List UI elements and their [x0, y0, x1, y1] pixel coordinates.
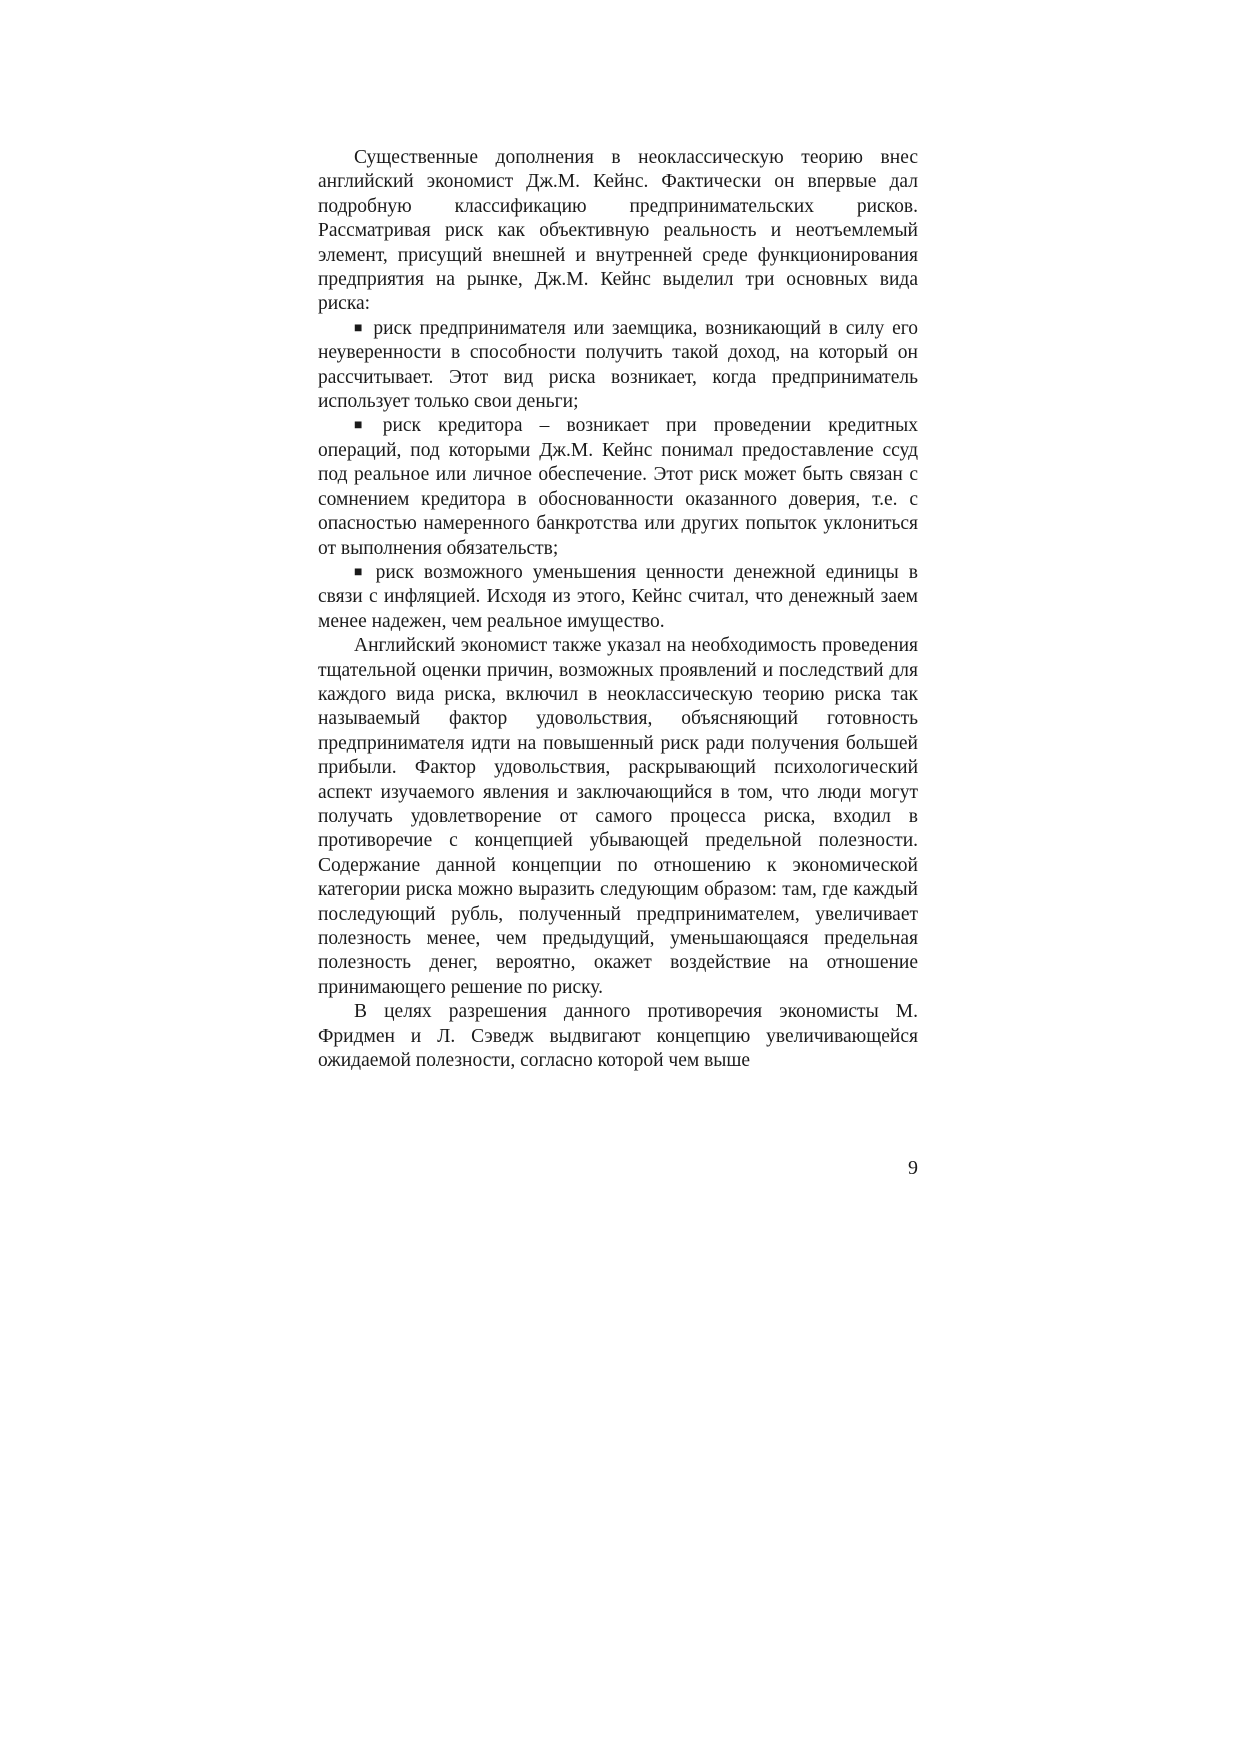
bullet-text: риск кредитора – возникает при проведении кредитных операций, под которыми Дж.М. Кейнс понимал предоставление ссуд под реальное или личное обеспечение. Этот риск может быть связан с сомнением кредитора в обоснованности оказанного доверия, т.е. с опасностью намеренного банкротства или других попыток уклониться от выполнения обязательств;: [318, 415, 918, 559]
square-bullet-icon: ■: [354, 320, 366, 336]
square-bullet-icon: ■: [354, 418, 375, 434]
bullet-text: риск возможного уменьшения ценности денежной единицы в связи с инфляцией. Исходя из этого, Кейнс считал, что денежный заем менее надежен, чем реальное имущество.: [318, 561, 918, 632]
square-bullet-icon: ■: [354, 564, 368, 580]
paragraph-intro: Существенные дополнения в неоклассическую теорию внес английский экономист Дж.М. Кейнс. Фактически он впервые дал подробную классификацию предпринимательских рисков. Рассматривая риск как объективную реальность и неотъемлемый элемент, присущий внешней и внутренней среде функционирования предприятия на рынке, Дж.М. Кейнс выделил три основных вида риска:: [318, 147, 918, 315]
paragraph-friedman-savage: В целях разрешения данного противоречия экономисты М. Фридмен и Л. Сэведж выдвигают концепцию увеличивающейся ожидаемой полезности, согласно которой чем выше: [318, 1001, 918, 1072]
bullet-text: риск предпринимателя или заемщика, возникающий в силу его неуверенности в способности получить такой доход, на который он рассчитывает. Этот вид риска возникает, когда предприниматель использует только свои деньги;: [318, 317, 918, 413]
paragraph-pleasure-factor: Английский экономист также указал на необходимость проведения тщательной оценки причин, возможных проявлений и последствий для каждого вида риска, включил в неоклассическую теорию риска так называемый фактор удовольствия, объясняющий готовность предпринимателя идти на повышенный риск ради получения большей прибыли. Фактор удовольствия, раскрывающий психологический аспект изучаемого явления и заключающийся в том, что люди могут получать удовлетворение от самого процесса риска, входил в противоречие с концепцией убывающей предельной полезности. Содержание данной концепции по отношению к экономической категории риска можно выразить следующим образом: там, где каждый последующий рубль, полученный предпринимателем, увеличивает полезность менее, чем предыдущий, уменьшающаяся предельная полезность денег, вероятно, окажет воздействие на отношение принимающего решение по риску.: [318, 635, 918, 998]
page-body: [318, 146, 918, 1073]
bullet-item-inflation-risk: [318, 561, 918, 634]
bullet-item-creditor-risk: [318, 414, 918, 560]
page-number: 9: [908, 1157, 918, 1179]
bullet-item-borrower-risk: [318, 317, 918, 415]
